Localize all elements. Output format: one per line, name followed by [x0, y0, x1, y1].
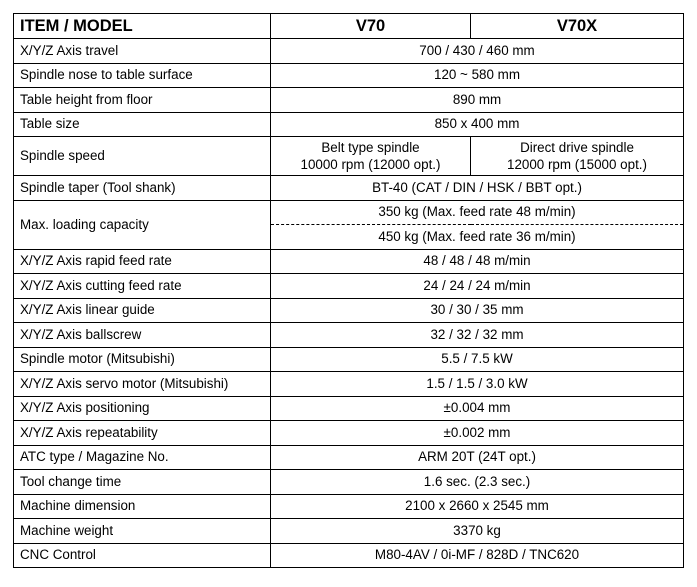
row-label: Spindle nose to table surface	[14, 63, 271, 88]
table-row	[14, 396, 684, 421]
header-row	[14, 14, 684, 39]
table-row	[14, 63, 684, 88]
row-value: 700 / 430 / 460 mm	[271, 39, 684, 64]
row-label: Spindle taper (Tool shank)	[14, 176, 271, 201]
row-label: Machine dimension	[14, 494, 271, 519]
table-row	[14, 470, 684, 495]
row-label: Spindle motor (Mitsubishi)	[14, 347, 271, 372]
table-row	[14, 298, 684, 323]
row-label: Table height from floor	[14, 88, 271, 113]
row-value: M80-4AV / 0i-MF / 828D / TNC620	[271, 543, 684, 568]
row-value: 30 / 30 / 35 mm	[271, 298, 684, 323]
row-label: Max. loading capacity	[14, 200, 271, 249]
row-label: Table size	[14, 112, 271, 137]
table-row	[14, 274, 684, 299]
spindle-speed-v70	[271, 137, 471, 176]
loading-value-2: 450 kg (Max. feed rate 36 m/min)	[271, 225, 684, 250]
spec-table-container	[13, 13, 683, 568]
row-value: 120 ~ 580 mm	[271, 63, 684, 88]
row-value: BT-40 (CAT / DIN / HSK / BBT opt.)	[271, 176, 684, 201]
row-value: 5.5 / 7.5 kW	[271, 347, 684, 372]
spindle-rpm-v70: 10000 rpm (12000 opt.)	[300, 157, 441, 172]
spindle-rpm-v70x: 12000 rpm (15000 opt.)	[507, 157, 647, 172]
table-row	[14, 445, 684, 470]
spindle-type-v70: Belt type spindle	[321, 140, 420, 155]
spindle-speed-v70x	[471, 137, 684, 176]
row-value: 32 / 32 / 32 mm	[271, 323, 684, 348]
row-value: ±0.002 mm	[271, 421, 684, 446]
table-row	[14, 88, 684, 113]
table-row	[14, 372, 684, 397]
table-row	[14, 39, 684, 64]
header-model-v70: V70	[271, 14, 471, 39]
table-row	[14, 543, 684, 568]
row-value: 850 x 400 mm	[271, 112, 684, 137]
table-row	[14, 421, 684, 446]
row-value: 1.6 sec. (2.3 sec.)	[271, 470, 684, 495]
row-label: X/Y/Z Axis travel	[14, 39, 271, 64]
header-item-model: ITEM / MODEL	[14, 14, 271, 39]
row-label: CNC Control	[14, 543, 271, 568]
row-value: 48 / 48 / 48 m/min	[271, 249, 684, 274]
table-row	[14, 176, 684, 201]
row-label: X/Y/Z Axis positioning	[14, 396, 271, 421]
row-label: Tool change time	[14, 470, 271, 495]
row-label: Spindle speed	[14, 137, 271, 176]
spec-table	[13, 13, 684, 568]
row-label: X/Y/Z Axis rapid feed rate	[14, 249, 271, 274]
row-value: 2100 x 2660 x 2545 mm	[271, 494, 684, 519]
row-label: Machine weight	[14, 519, 271, 544]
table-row	[14, 323, 684, 348]
row-label: X/Y/Z Axis repeatability	[14, 421, 271, 446]
row-label: X/Y/Z Axis ballscrew	[14, 323, 271, 348]
header-model-v70x: V70X	[471, 14, 684, 39]
row-value: ARM 20T (24T opt.)	[271, 445, 684, 470]
loading-row-1	[14, 200, 684, 225]
table-row	[14, 112, 684, 137]
row-value: ±0.004 mm	[271, 396, 684, 421]
row-value: 1.5 / 1.5 / 3.0 kW	[271, 372, 684, 397]
spindle-type-v70x: Direct drive spindle	[520, 140, 634, 155]
loading-value-1: 350 kg (Max. feed rate 48 m/min)	[271, 200, 684, 225]
row-label: X/Y/Z Axis cutting feed rate	[14, 274, 271, 299]
row-label: X/Y/Z Axis linear guide	[14, 298, 271, 323]
table-row	[14, 347, 684, 372]
row-value: 3370 kg	[271, 519, 684, 544]
row-label: X/Y/Z Axis servo motor (Mitsubishi)	[14, 372, 271, 397]
row-value: 24 / 24 / 24 m/min	[271, 274, 684, 299]
spindle-speed-row	[14, 137, 684, 176]
row-label: ATC type / Magazine No.	[14, 445, 271, 470]
table-row	[14, 249, 684, 274]
table-row	[14, 494, 684, 519]
row-value: 890 mm	[271, 88, 684, 113]
table-row	[14, 519, 684, 544]
